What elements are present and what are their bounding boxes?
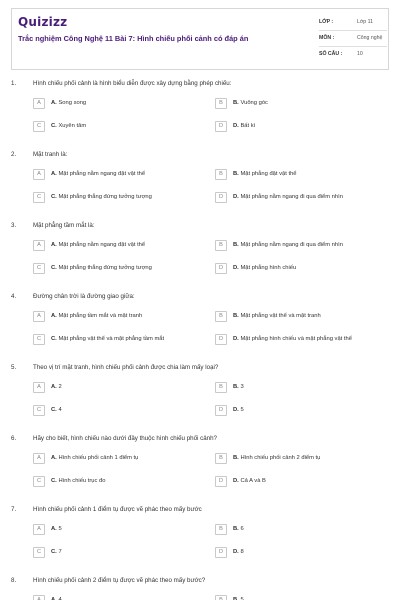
option-text <box>51 242 145 248</box>
question-item <box>11 222 389 293</box>
option-label: 8 <box>240 549 244 555</box>
option-letter: A. <box>51 313 57 319</box>
option-text <box>51 384 62 390</box>
option-text <box>233 407 244 413</box>
option-letter-box: D <box>215 547 227 558</box>
question-text: Hình chiếu phối cảnh 2 điểm tụ được vẽ phác theo mấy bước? <box>33 577 206 584</box>
question-number: 1. <box>11 80 17 87</box>
option-text <box>51 100 86 106</box>
option-label: Hình chiếu phối cảnh 1 điểm tụ <box>58 455 139 461</box>
answer-option[interactable] <box>33 595 203 600</box>
answer-option[interactable] <box>215 240 385 252</box>
option-text <box>233 336 352 342</box>
header-box <box>11 8 389 70</box>
option-letter-box: C <box>33 334 45 345</box>
question-number: 5. <box>11 364 17 371</box>
option-text <box>51 313 142 319</box>
option-label: Mặt phẳng nằm ngang đi qua điểm nhìn <box>240 242 343 248</box>
meta-row-grade <box>319 17 387 31</box>
answer-option[interactable] <box>215 524 385 536</box>
answer-option[interactable] <box>215 547 385 559</box>
option-letter-box: A <box>33 453 45 464</box>
option-letter-box: D <box>215 121 227 132</box>
question-number: 7. <box>11 506 17 513</box>
option-letter: A. <box>51 171 57 177</box>
option-label: Mặt phẳng hình chiếu <box>240 265 297 271</box>
option-letter: B. <box>233 526 239 532</box>
option-letter: C. <box>51 194 57 200</box>
option-letter-box: B <box>215 98 227 109</box>
answer-option[interactable] <box>33 405 203 417</box>
question-item <box>11 293 389 364</box>
question-number: 2. <box>11 151 17 158</box>
page-title: Trắc nghiệm Công Nghệ 11 Bài 7: Hình chiếu phối cảnh có đáp án <box>18 34 249 43</box>
option-letter-box: B <box>215 595 227 600</box>
option-label: Mặt phẳng hình chiếu và mặt phẳng vật thể <box>240 336 352 342</box>
option-letter-box: C <box>33 263 45 274</box>
option-letter-box: D <box>215 334 227 345</box>
question-number: 6. <box>11 435 17 442</box>
answer-option[interactable] <box>33 453 203 465</box>
option-label: 5 <box>240 407 244 413</box>
answer-option[interactable] <box>215 595 385 600</box>
option-label: 4 <box>58 597 62 600</box>
option-label: Mặt phẳng đặt vật thể <box>240 171 297 177</box>
answer-option[interactable] <box>215 453 385 465</box>
option-text <box>233 242 343 248</box>
question-number: 3. <box>11 222 17 229</box>
option-letter: D. <box>233 336 239 342</box>
question-number: 8. <box>11 577 17 584</box>
option-label: Vuông góc <box>240 100 268 106</box>
option-letter: A. <box>51 455 57 461</box>
option-letter: C. <box>51 549 57 555</box>
option-label: Hình chiếu trục đo <box>58 478 106 484</box>
meta-label: LỚP : <box>319 19 334 25</box>
answer-option[interactable] <box>215 192 385 204</box>
answer-option[interactable] <box>215 311 385 323</box>
option-letter: B. <box>233 242 239 248</box>
question-text: Theo vị trí mặt tranh, hình chiếu phối cảnh được chia làm mấy loại? <box>33 364 219 371</box>
option-letter-box: C <box>33 476 45 487</box>
meta-row-count <box>319 49 387 63</box>
answer-option[interactable] <box>33 547 203 559</box>
answer-option[interactable] <box>33 263 203 275</box>
option-label: Song song <box>58 100 87 106</box>
option-letter-box: B <box>215 453 227 464</box>
option-text <box>233 478 266 484</box>
option-text <box>51 549 62 555</box>
option-text <box>51 265 152 271</box>
option-text <box>51 336 164 342</box>
option-letter-box: D <box>215 476 227 487</box>
answer-option[interactable] <box>33 121 203 133</box>
option-label: Mặt phẳng thẳng đứng tưởng tượng <box>58 265 152 271</box>
option-letter-box: A <box>33 595 45 600</box>
answer-option[interactable] <box>33 240 203 252</box>
answer-option[interactable] <box>33 476 203 488</box>
question-list <box>11 80 389 600</box>
question-text: Mặt tranh là: <box>33 151 68 158</box>
answer-option[interactable] <box>215 382 385 394</box>
option-letter: C. <box>51 123 57 129</box>
option-label: Hình chiếu phối cảnh 2 điểm tụ <box>240 455 321 461</box>
option-text <box>233 123 255 129</box>
option-letter: C. <box>51 407 57 413</box>
option-text <box>51 455 138 461</box>
option-label: Mặt phẳng vật thể và mặt tranh <box>240 313 321 319</box>
answer-option[interactable] <box>33 192 203 204</box>
option-letter: A. <box>51 526 57 532</box>
meta-table <box>319 17 387 65</box>
option-letter-box: D <box>215 263 227 274</box>
quizizz-logo: Quizizz <box>18 15 68 29</box>
question-item <box>11 577 389 600</box>
question-text: Đường chân trời là đường giao giữa: <box>33 293 135 300</box>
option-label: Mặt phẳng nằm ngang đi qua điểm nhìn <box>240 194 343 200</box>
option-letter-box: A <box>33 382 45 393</box>
option-letter-box: A <box>33 524 45 535</box>
option-label: Mặt phẳng thẳng đứng tưởng tượng <box>58 194 152 200</box>
answer-option[interactable] <box>33 169 203 181</box>
option-label: Bất kì <box>240 123 256 129</box>
option-label: 5 <box>58 526 62 532</box>
option-letter: D. <box>233 123 239 129</box>
option-letter: A. <box>51 597 57 600</box>
meta-value: 10 <box>357 51 363 57</box>
option-letter: B. <box>233 384 239 390</box>
option-label: Xuyên tâm <box>58 123 87 129</box>
option-label: Mặt phẳng vật thể và mặt phẳng tầm mắt <box>58 336 165 342</box>
option-text <box>51 526 62 532</box>
meta-label: SỐ CÂU : <box>319 51 343 57</box>
option-text <box>233 526 244 532</box>
option-letter-box: C <box>33 121 45 132</box>
meta-row-subject <box>319 33 387 47</box>
option-letter: B. <box>233 313 239 319</box>
question-item <box>11 364 389 435</box>
option-letter: D. <box>233 194 239 200</box>
option-label: Mặt phẳng nằm ngang đặt vật thể <box>58 242 146 248</box>
answer-option[interactable] <box>33 524 203 536</box>
answer-option[interactable] <box>33 98 203 110</box>
question-text: Mặt phẳng tầm mắt là: <box>33 222 95 229</box>
option-letter: D. <box>233 407 239 413</box>
option-text <box>51 171 145 177</box>
option-letter-box: A <box>33 240 45 251</box>
option-letter: C. <box>51 336 57 342</box>
meta-value: Lớp 11 <box>357 19 373 25</box>
option-letter: C. <box>51 478 57 484</box>
answer-option[interactable] <box>215 98 385 110</box>
option-label: Mặt phẳng tầm mắt và mặt tranh <box>58 313 143 319</box>
option-letter-box: B <box>215 240 227 251</box>
option-label: 6 <box>240 526 244 532</box>
option-label: Cả A và B <box>240 478 266 484</box>
option-letter: D. <box>233 478 239 484</box>
option-letter-box: B <box>215 311 227 322</box>
option-letter-box: A <box>33 98 45 109</box>
option-letter-box: C <box>33 192 45 203</box>
option-label: 4 <box>58 407 62 413</box>
option-text <box>51 478 105 484</box>
meta-value: Công nghệ <box>357 35 383 41</box>
option-letter: A. <box>51 100 57 106</box>
option-letter-box: B <box>215 169 227 180</box>
answer-option[interactable] <box>215 476 385 488</box>
answer-option[interactable] <box>215 121 385 133</box>
option-label: Mặt phẳng nằm ngang đặt vật thể <box>58 171 146 177</box>
option-label: 3 <box>240 384 244 390</box>
option-letter-box: A <box>33 169 45 180</box>
answer-option[interactable] <box>33 334 203 346</box>
question-number: 4. <box>11 293 17 300</box>
answer-option[interactable] <box>215 405 385 417</box>
answer-option[interactable] <box>33 311 203 323</box>
option-letter-box: D <box>215 405 227 416</box>
option-text <box>233 313 321 319</box>
option-text <box>51 123 86 129</box>
option-text <box>233 194 343 200</box>
option-text <box>233 171 297 177</box>
question-item <box>11 151 389 222</box>
option-letter: A. <box>51 242 57 248</box>
option-text <box>51 194 152 200</box>
option-letter: D. <box>233 549 239 555</box>
answer-option[interactable] <box>215 334 385 346</box>
option-text <box>233 384 244 390</box>
option-letter-box: C <box>33 405 45 416</box>
option-text <box>233 455 320 461</box>
option-letter-box: A <box>33 311 45 322</box>
option-letter: B. <box>233 597 239 600</box>
option-label: 2 <box>58 384 62 390</box>
option-letter: D. <box>233 265 239 271</box>
answer-option[interactable] <box>215 263 385 275</box>
answer-option[interactable] <box>215 169 385 181</box>
option-text <box>233 549 244 555</box>
question-text: Hình chiếu phối cảnh là hình biểu diễn được xây dựng bằng phép chiếu: <box>33 80 232 87</box>
option-letter: A. <box>51 384 57 390</box>
option-letter: C. <box>51 265 57 271</box>
question-item <box>11 80 389 151</box>
option-letter: B. <box>233 455 239 461</box>
option-label: 5 <box>240 597 244 600</box>
option-letter: B. <box>233 100 239 106</box>
option-text <box>51 407 62 413</box>
question-text: Hình chiếu phối cảnh 1 điểm tụ được vẽ phác theo mấy bước <box>33 506 202 513</box>
option-letter-box: B <box>215 524 227 535</box>
question-item <box>11 435 389 506</box>
answer-option[interactable] <box>33 382 203 394</box>
option-text <box>233 100 268 106</box>
meta-label: MÔN : <box>319 35 335 41</box>
option-letter-box: C <box>33 547 45 558</box>
question-text: Hãy cho biết, hình chiếu nào dưới đây thuộc hình chiếu phối cảnh? <box>33 435 217 442</box>
option-letter-box: B <box>215 382 227 393</box>
option-letter: B. <box>233 171 239 177</box>
question-item <box>11 506 389 577</box>
option-label: 7 <box>58 549 62 555</box>
option-text <box>233 265 296 271</box>
option-letter-box: D <box>215 192 227 203</box>
